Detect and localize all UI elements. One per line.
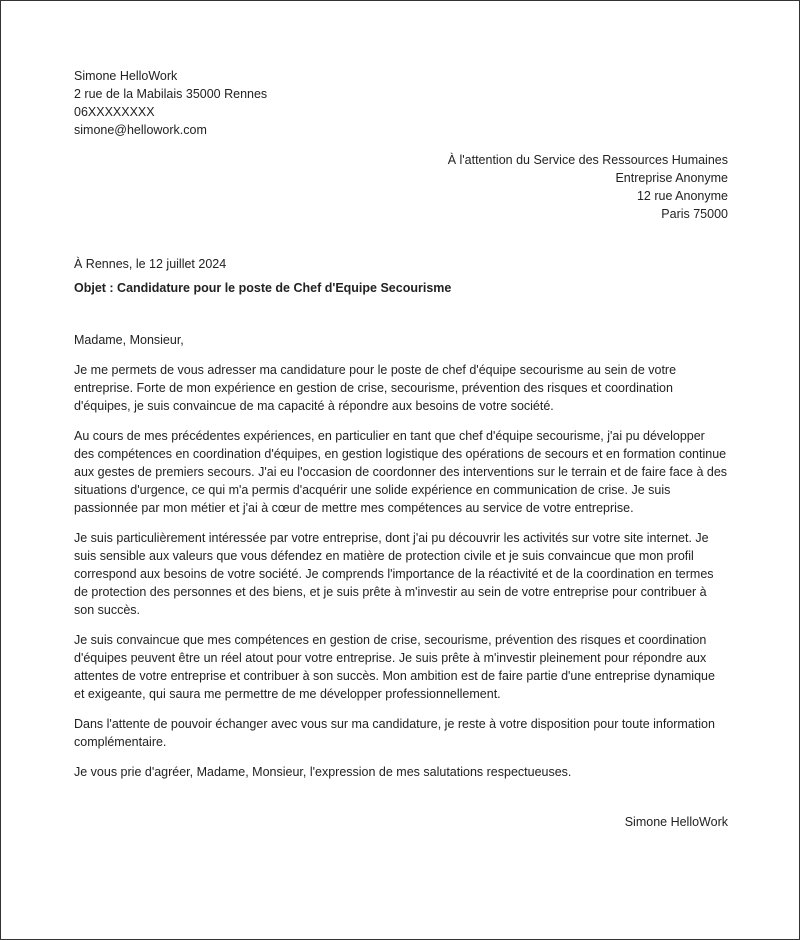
recipient-attention: À l'attention du Service des Ressources Humaines [447,153,728,167]
signature: Simone HelloWork [624,815,728,829]
sender-email: simone@hellowork.com [74,123,207,137]
recipient-city: Paris 75000 [661,207,728,221]
sender-address: 2 rue de la Mabilais 35000 Rennes [74,87,268,101]
recipient-company: Entreprise Anonyme [615,171,728,185]
recipient-street: 12 rue Anonyme [636,189,728,203]
subject-line: Objet : Candidature pour le poste de Chef d'Equipe Secourisme [74,281,452,295]
body-paragraph-3: Je suis particulièrement intéressée par votre entreprise, dont j'ai pu découvrir les activités sur votre site internet. Je suis sensible aux valeurs que vous défendez en matière de protection civile et je suis convaincue que mon profil correspond aux besoins de votre société. Je comprends l'importance de la réactivité et de la coordination en termes de protection des personnes et des biens, et je suis prête à m'investir au sein de votre entreprise pour contribuer à son succès. [74,531,714,617]
body-paragraph-4: Je suis convaincue que mes compétences en gestion de crise, secourisme, prévention des risques et coordination d'équipes peuvent être un réel atout pour votre entreprise. Je suis prête à m'investir pleinement pour répondre aux attentes de votre entreprise et contribuer à son succès. Mon ambition est de faire partie d'une entreprise dynamique et exigeante, qui saura me permettre de me développer professionnellement. [74,633,715,701]
sender-name: Simone HelloWork [74,69,178,83]
body-paragraph-5: Dans l'attente de pouvoir échanger avec vous sur ma candidature, je reste à votre disposition pour toute information complémentaire. [74,717,715,749]
closing-formula: Je vous prie d'agréer, Madame, Monsieur, l'expression de mes salutations respectueuses. [74,765,572,779]
place-date: À Rennes, le 12 juillet 2024 [74,257,227,271]
sender-block [74,67,728,139]
salutation: Madame, Monsieur, [74,333,184,347]
sender-phone: 06XXXXXXXX [74,105,155,119]
body-paragraph-2: Au cours de mes précédentes expériences, en particulier en tant que chef d'équipe secourisme, j'ai pu développer des compétences en coordination d'équipes, en gestion logistique des opérations de secours et en formation continue aux gestes de premiers secours. J'ai eu l'occasion de coordonner des interventions sur le terrain et de faire face à des situations d'urgence, ce qui m'a permis d'acquérir une solide expérience en communication de crise. Je suis passionnée par mon métier et j'ai à cœur de mettre mes compétences au service de votre entreprise. [74,429,728,515]
cover-letter [74,67,728,831]
body-paragraph-1: Je me permets de vous adresser ma candidature pour le poste de chef d'équipe secourisme au sein de votre entreprise. Forte de mon expérience en gestion de crise, secourisme, prévention des risques et coordination d'équipes, je suis convaincue de ma capacité à répondre aux besoins de votre société. [74,363,677,413]
recipient-block [74,151,728,223]
